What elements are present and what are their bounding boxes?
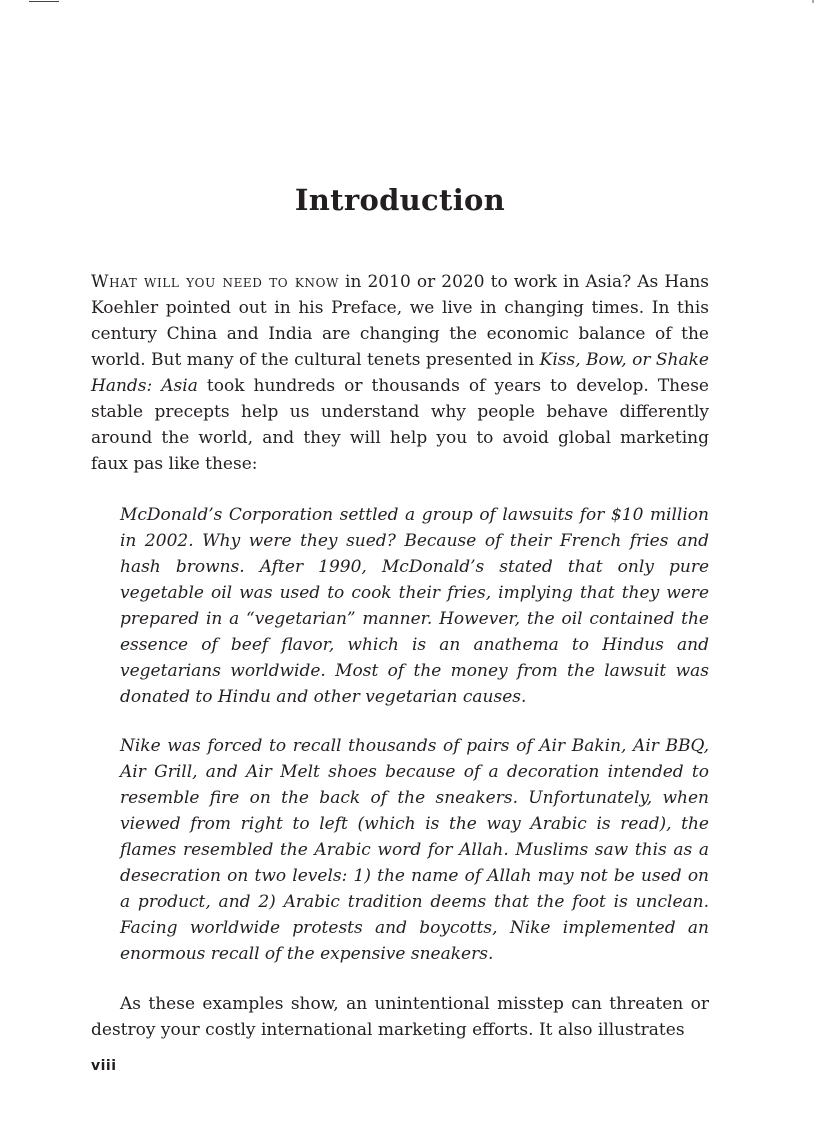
intro-text-part-2: took hundreds or thousands of years to develop. These stable precepts help us understand why people behave differently around the world, and they will help you to avoid global marketing faux pas like these: — [91, 376, 709, 474]
intro-lead-in: What will you need to know — [91, 272, 339, 292]
crop-mark-right — [812, 0, 814, 3]
crop-mark — [29, 1, 59, 2]
example-nike: Nike was forced to recall thousands of pairs of Air Bakin, Air BBQ, Air Grill, and Air Melt shoes because of a decoration intended to resemble fire on the back of the sneakers. Unfortunately, when viewed from right to left (which is the way Arabic is read), the flames resembled the Arabic word for Allah. Muslims saw this as a desecration on two levels: 1) the name of Allah may not be used on a product, and 2) Arabic tradition deems that the foot is unclean. Facing worldwide protests and boycotts, Nike implemented an enormous recall of the expensive sneakers. — [120, 736, 709, 964]
intro-text-part-1: in 2010 or 2020 to work in Asia? As Hans Koehler pointed out in his Preface, we live in changing times. In this century China and India are changing the economic balance of the world. But many of the cultural tenets presented in — [91, 272, 709, 370]
example-mcdonalds: McDonald’s Corporation settled a group of lawsuits for $10 million in 2002. Why were they sued? Because of their French fries and hash browns. After 1990, McDonald’s stated that only pure vegetable oil was used to cook their fries, implying that they were prepared in a “vegetarian” manner. However, the oil contained the essence of beef flavor, which is an anathema to Hindus and vegetarians worldwide. Most of the money from the lawsuit was donated to Hindu and other vegetarian causes. — [120, 505, 709, 707]
page-number: viii — [91, 1058, 117, 1074]
page-title: Introduction — [294, 183, 506, 217]
closing-paragraph: As these examples show, an unintentional misstep can threaten or destroy your costly international marketing efforts. It also illustrates — [91, 994, 709, 1040]
book-title: Kiss, Bow, or Shake Hands: Asia — [91, 350, 709, 396]
intro-paragraph — [91, 269, 709, 477]
